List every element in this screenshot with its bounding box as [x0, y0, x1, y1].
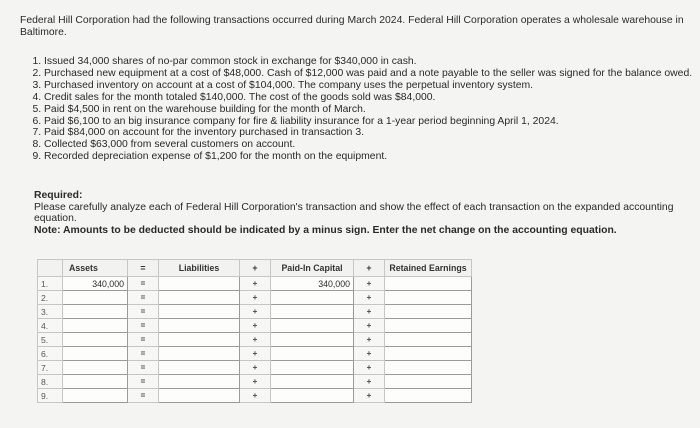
- liabilities-input[interactable]: [159, 305, 240, 319]
- table-row: [38, 305, 472, 319]
- table-row: [38, 361, 472, 375]
- equals-sign: =: [128, 389, 159, 403]
- paid-in-capital-input[interactable]: [271, 347, 354, 361]
- table-row: [38, 319, 472, 333]
- assets-input[interactable]: [63, 291, 128, 305]
- equals-sign: =: [128, 291, 159, 305]
- paid-in-capital-input[interactable]: [271, 375, 354, 389]
- plus-sign: +: [354, 347, 385, 361]
- row-number: 1.: [38, 277, 63, 291]
- row-number: 5.: [38, 333, 63, 347]
- liabilities-input[interactable]: [159, 291, 240, 305]
- transaction-item: 6. Paid $6,100 to an big insurance company for fire & liability insurance for a 1-year period beginning April 1, 2024.: [44, 116, 699, 128]
- liabilities-header: Liabilities: [159, 260, 240, 277]
- row-number: 9.: [38, 389, 63, 403]
- paid-in-capital-input[interactable]: [271, 389, 354, 403]
- plus-sign: +: [240, 333, 271, 347]
- row-number: 6.: [38, 347, 63, 361]
- plus-header: +: [240, 260, 271, 277]
- assets-header: Assets: [63, 260, 128, 277]
- paid-in-capital-input[interactable]: [271, 291, 354, 305]
- plus-sign: +: [354, 305, 385, 319]
- problem-intro: Federal Hill Corporation had the following transactions occurred during March 2024. Federal Hill Corporation operates a wholesale warehouse in Baltimore.: [20, 15, 684, 39]
- equals-sign: =: [128, 333, 159, 347]
- assets-input[interactable]: [63, 319, 128, 333]
- row-number: 8.: [38, 375, 63, 389]
- liabilities-input[interactable]: [159, 375, 240, 389]
- table-row: [38, 333, 472, 347]
- required-section: [34, 190, 684, 236]
- required-note: Note: Amounts to be deducted should be indicated by a minus sign. Enter the net change on the accounting equation.: [34, 224, 617, 236]
- liabilities-input[interactable]: [159, 319, 240, 333]
- row-number: 3.: [38, 305, 63, 319]
- paid-in-capital-input[interactable]: [271, 333, 354, 347]
- row-number: 2.: [38, 291, 63, 305]
- transaction-item: 7. Paid $84,000 on account for the inventory purchased in transaction 3.: [44, 127, 699, 139]
- plus-sign: +: [240, 277, 271, 291]
- assets-input[interactable]: [63, 389, 128, 403]
- retained-earnings-input[interactable]: [385, 291, 472, 305]
- plus-sign: +: [354, 389, 385, 403]
- plus-sign: +: [240, 291, 271, 305]
- equals-header: =: [128, 260, 159, 277]
- row-number: 7.: [38, 361, 63, 375]
- plus-sign: +: [240, 375, 271, 389]
- plus-sign: +: [240, 347, 271, 361]
- table-row: [38, 277, 472, 291]
- retained-earnings-input[interactable]: [385, 333, 472, 347]
- required-title: Required:: [34, 190, 83, 201]
- transaction-item: 4. Credit sales for the month totaled $140,000. The cost of the goods sold was $84,000.: [44, 92, 699, 104]
- equals-sign: =: [128, 361, 159, 375]
- row-number-header: [38, 260, 63, 277]
- retained-earnings-header: Retained Earnings: [385, 260, 472, 277]
- table-row: [38, 375, 472, 389]
- transaction-item: 8. Collected $63,000 from several customers on account.: [44, 139, 699, 151]
- table-row: [38, 389, 472, 403]
- plus-sign: +: [354, 375, 385, 389]
- equals-sign: =: [128, 347, 159, 361]
- liabilities-input[interactable]: [159, 361, 240, 375]
- plus-header: +: [354, 260, 385, 277]
- plus-sign: +: [354, 361, 385, 375]
- required-text: Please carefully analyze each of Federal Hill Corporation's transaction and show the effect of each transaction on the expanded accounting equation.: [34, 201, 674, 225]
- liabilities-input[interactable]: [159, 389, 240, 403]
- transaction-list: [30, 56, 699, 163]
- paid-in-capital-input[interactable]: 340,000: [271, 277, 354, 291]
- transaction-item: 3. Purchased inventory on account at a cost of $104,000. The company uses the perpetual inventory system.: [44, 80, 699, 92]
- plus-sign: +: [240, 389, 271, 403]
- equals-sign: =: [128, 319, 159, 333]
- retained-earnings-input[interactable]: [385, 347, 472, 361]
- retained-earnings-input[interactable]: [385, 375, 472, 389]
- equals-sign: =: [128, 305, 159, 319]
- assets-input[interactable]: 340,000: [63, 277, 128, 291]
- header-row: [38, 260, 472, 277]
- transaction-item: 2. Purchased new equipment at a cost of $48,000. Cash of $12,000 was paid and a note payable to the seller was signed for the balance owed.: [44, 68, 699, 80]
- equals-sign: =: [128, 375, 159, 389]
- transaction-item: 5. Paid $4,500 in rent on the warehouse building for the month of March.: [44, 104, 699, 116]
- assets-input[interactable]: [63, 361, 128, 375]
- transaction-item: 9. Recorded depreciation expense of $1,200 for the month on the equipment.: [44, 151, 699, 163]
- retained-earnings-input[interactable]: [385, 389, 472, 403]
- plus-sign: +: [354, 333, 385, 347]
- table-row: [38, 347, 472, 361]
- paid-in-capital-input[interactable]: [271, 305, 354, 319]
- liabilities-input[interactable]: [159, 333, 240, 347]
- retained-earnings-input[interactable]: [385, 319, 472, 333]
- equals-sign: =: [128, 277, 159, 291]
- plus-sign: +: [240, 305, 271, 319]
- table-row: [38, 291, 472, 305]
- retained-earnings-input[interactable]: [385, 305, 472, 319]
- liabilities-input[interactable]: [159, 347, 240, 361]
- assets-input[interactable]: [63, 347, 128, 361]
- paid-in-capital-input[interactable]: [271, 361, 354, 375]
- plus-sign: +: [240, 319, 271, 333]
- paid-in-capital-input[interactable]: [271, 319, 354, 333]
- transaction-item: 1. Issued 34,000 shares of no-par common stock in exchange for $340,000 in cash.: [44, 56, 699, 68]
- assets-input[interactable]: [63, 305, 128, 319]
- paid-in-capital-header: Paid-In Capital: [271, 260, 354, 277]
- assets-input[interactable]: [63, 375, 128, 389]
- plus-sign: +: [354, 319, 385, 333]
- retained-earnings-input[interactable]: [385, 277, 472, 291]
- plus-sign: +: [354, 291, 385, 305]
- plus-sign: +: [354, 277, 385, 291]
- liabilities-input[interactable]: [159, 277, 240, 291]
- accounting-equation-table: [37, 259, 472, 403]
- assets-input[interactable]: [63, 333, 128, 347]
- retained-earnings-input[interactable]: [385, 361, 472, 375]
- row-number: 4.: [38, 319, 63, 333]
- plus-sign: +: [240, 361, 271, 375]
